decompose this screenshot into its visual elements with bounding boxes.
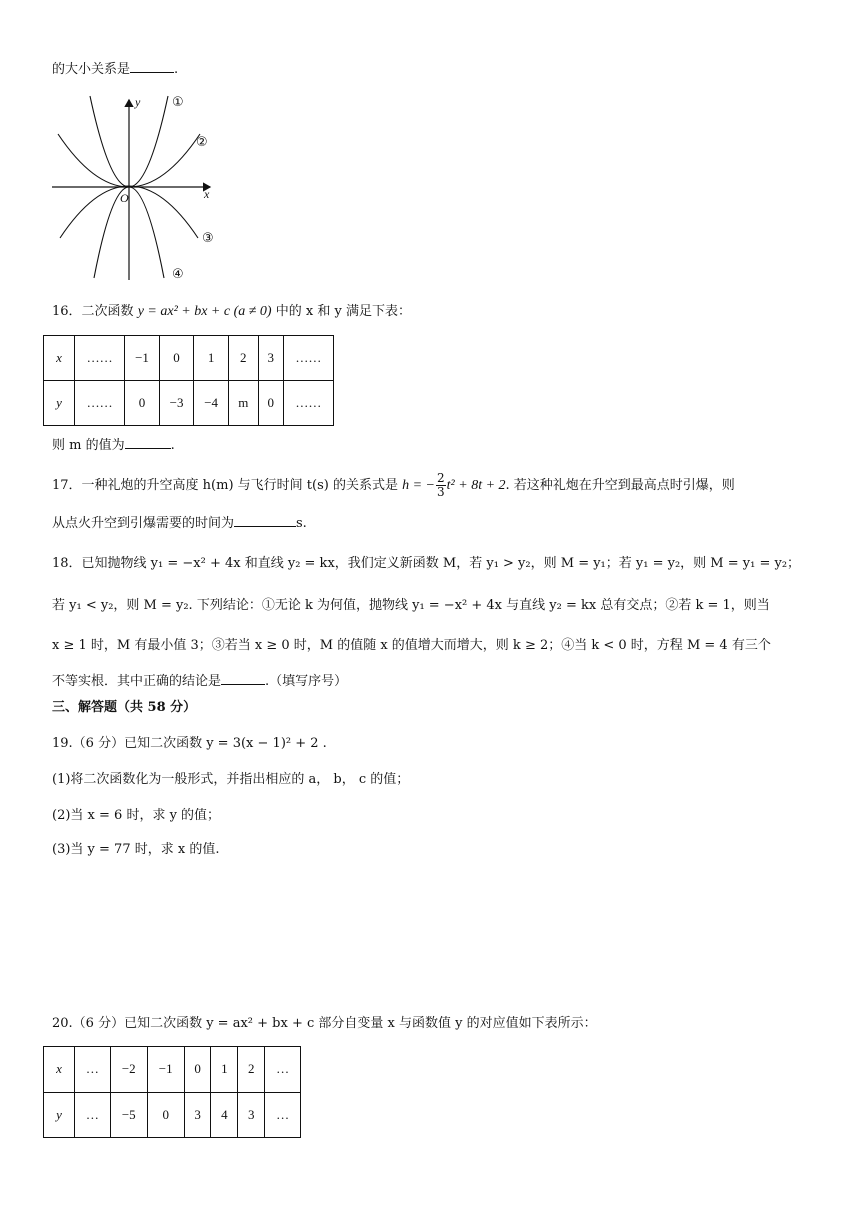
q20-table bbox=[43, 1046, 301, 1138]
answer-blank bbox=[221, 670, 265, 685]
q18-line2: 若 y₁ < y₂，则 M = y₂. 下列结论：①无论 k 为何值，抛物线 y₁ = −x² + 4x 与直线 y₂ = kx 总有交点；②若 k = 1，则当 bbox=[52, 598, 770, 613]
q19-part1: (1)将二次函数化为一般形式，并指出相应的 a， b， c 的值； bbox=[52, 772, 410, 787]
curve-label-1: ① bbox=[172, 95, 184, 110]
q16-question: 则 m 的值为 . bbox=[52, 434, 175, 456]
answer-blank bbox=[130, 58, 174, 73]
table-row-y: y …… 0 −3 −4 m 0 …… bbox=[44, 381, 334, 426]
q17-line1: 17．一种礼炮的升空高度 h(m) 与飞行时间 t(s) 的关系式是 h = − $\frac{2}{3}$ t² + 8t + 2. 若这种礼炮在升空到最高点时引爆，则 bbox=[52, 471, 735, 499]
origin-label: O bbox=[120, 191, 129, 205]
q19-part2: (2)当 x = 6 时，求 y 的值； bbox=[52, 808, 221, 823]
table-row-y: y … −5 0 3 4 3 … bbox=[44, 1092, 301, 1138]
q16-stem: 16．二次函数 y = ax² + bx + c (a ≠ 0) 中的 x 和 y 满足下表： bbox=[52, 304, 411, 319]
answer-blank bbox=[125, 434, 171, 449]
curve-label-4: ④ bbox=[172, 267, 184, 282]
answer-blank bbox=[234, 512, 296, 527]
q16-table bbox=[43, 335, 334, 426]
table-row-x: x …… −1 0 1 2 3 …… bbox=[44, 336, 334, 381]
q18-line4: 不等实根．其中正确的结论是 .（填写序号） bbox=[52, 670, 347, 692]
q19-stem: 19.（6 分）已知二次函数 y = 3(x − 1)² + 2 . bbox=[52, 736, 327, 751]
fraction: $\frac{2}{3}$ bbox=[437, 471, 445, 499]
x-axis-label: x bbox=[204, 187, 210, 201]
q20-stem: 20.（6 分）已知二次函数 y = ax² + bx + c 部分自变量 x 与函数值 y 的对应值如下表所示： bbox=[52, 1016, 597, 1031]
section-heading: 三、解答题（共 58 分） bbox=[52, 700, 197, 715]
q18-line3: x ≥ 1 时，M 有最小值 3；③若当 x ≥ 0 时，M 的值随 x 的值增大而增大，则 k ≥ 2；④当 k < 0 时，方程 M = 4 有三个 bbox=[52, 638, 771, 653]
q15-tail: 的大小关系是 . bbox=[52, 58, 178, 80]
q19-part3: (3)当 y = 77 时，求 x 的值. bbox=[52, 842, 220, 857]
q18-line1: 18．已知抛物线 y₁ = −x² + 4x 和直线 y₂ = kx，我们定义新函数 M，若 y₁ > y₂，则 M = y₁；若 y₁ = y₂，则 M = y₁ = y₂； bbox=[52, 556, 801, 571]
curve-label-3: ③ bbox=[202, 231, 214, 246]
curve-label-2: ② bbox=[196, 135, 208, 150]
y-axis-label: y bbox=[135, 95, 141, 109]
parabola-graph bbox=[44, 88, 234, 284]
table-row-x: x … −2 −1 0 1 2 … bbox=[44, 1047, 301, 1093]
q17-line2: 从点火升空到引爆需要的时间为 s. bbox=[52, 512, 307, 534]
